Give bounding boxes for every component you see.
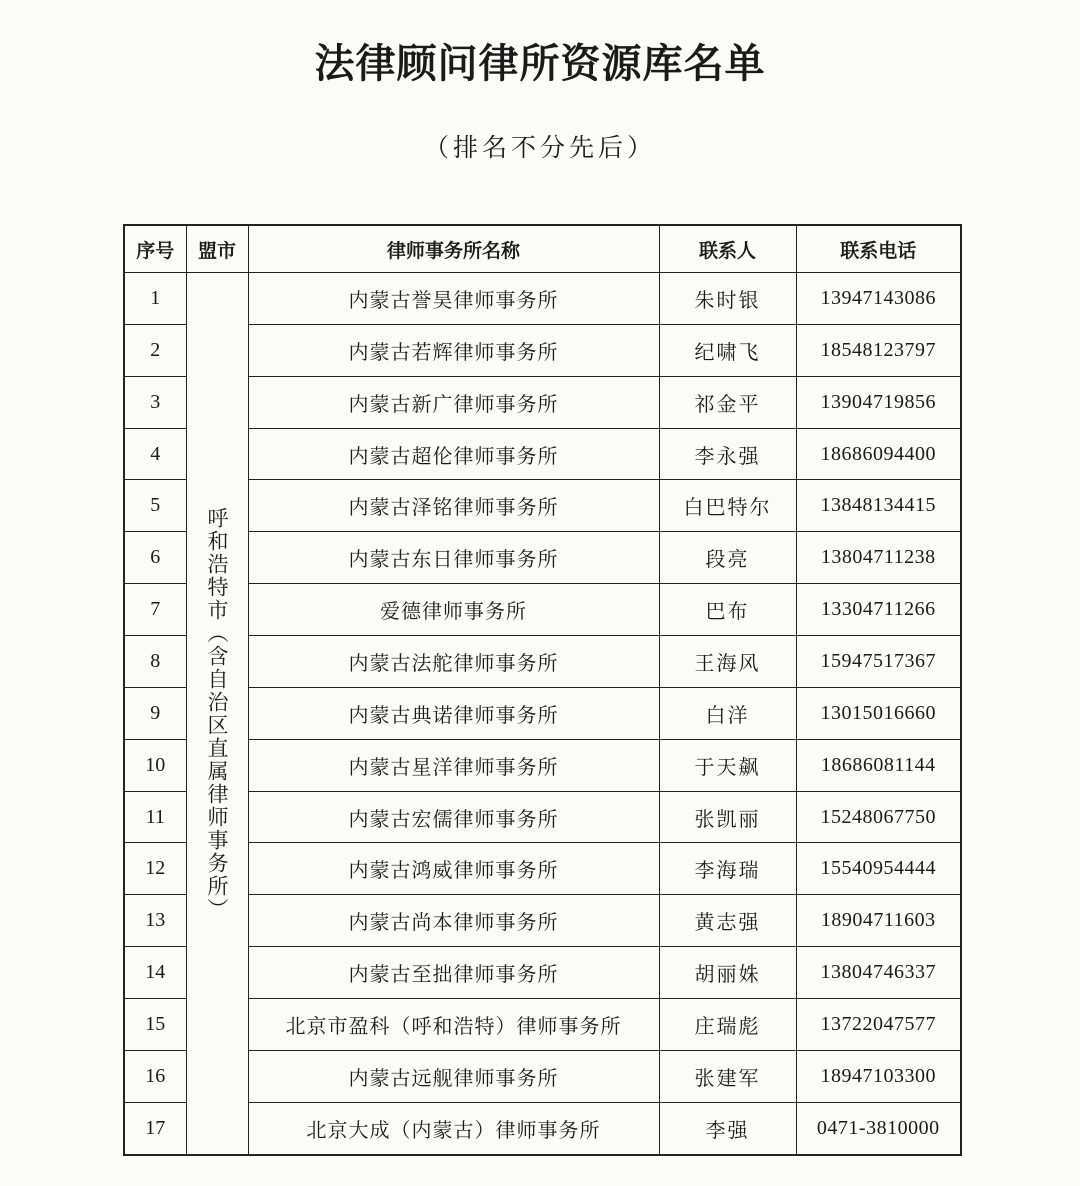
contact-phone: 18548123797 <box>796 324 961 376</box>
table-row <box>124 999 961 1051</box>
firm-name: 内蒙古超伦律师事务所 <box>248 428 659 480</box>
table-row <box>124 480 961 532</box>
contact-person: 朱时银 <box>659 273 796 325</box>
table-row <box>124 636 961 688</box>
contact-person: 白洋 <box>659 687 796 739</box>
contact-phone: 13804711238 <box>796 532 961 584</box>
row-index: 4 <box>124 428 186 480</box>
row-index: 16 <box>124 1050 186 1102</box>
page-title: 法律顾问律所资源库名单 <box>314 41 766 87</box>
contact-person: 胡丽姝 <box>659 947 796 999</box>
law-firm-table <box>123 224 962 1156</box>
firm-name: 内蒙古若辉律师事务所 <box>248 324 659 376</box>
firm-name: 内蒙古星洋律师事务所 <box>248 739 659 791</box>
table-row <box>124 1102 961 1155</box>
table-row <box>124 273 961 325</box>
firm-name: 内蒙古典诺律师事务所 <box>248 687 659 739</box>
table-row <box>124 584 961 636</box>
header-index: 序号 <box>124 225 186 273</box>
contact-phone: 13947143086 <box>796 273 961 325</box>
contact-person: 张建军 <box>659 1050 796 1102</box>
contact-person: 黄志强 <box>659 895 796 947</box>
table-row <box>124 739 961 791</box>
page-subtitle: （排名不分先后） <box>423 133 656 162</box>
contact-person: 白巴特尔 <box>659 480 796 532</box>
firm-name: 内蒙古尚本律师事务所 <box>248 895 659 947</box>
firm-name: 内蒙古至拙律师事务所 <box>248 947 659 999</box>
row-index: 11 <box>124 791 186 843</box>
row-index: 8 <box>124 636 186 688</box>
contact-phone: 18686094400 <box>796 428 961 480</box>
contact-person: 纪啸飞 <box>659 324 796 376</box>
contact-phone: 13804746337 <box>796 947 961 999</box>
contact-person: 张凯丽 <box>659 791 796 843</box>
contact-person: 李海瑞 <box>659 843 796 895</box>
firm-name: 内蒙古新广律师事务所 <box>248 376 659 428</box>
table-row <box>124 1050 961 1102</box>
table-row <box>124 376 961 428</box>
contact-phone: 15540954444 <box>796 843 961 895</box>
row-index: 12 <box>124 843 186 895</box>
table-body <box>124 273 961 1156</box>
row-index: 10 <box>124 739 186 791</box>
contact-person: 祁金平 <box>659 376 796 428</box>
contact-phone: 18686081144 <box>796 739 961 791</box>
row-index: 15 <box>124 999 186 1051</box>
firm-name: 内蒙古誉昊律师事务所 <box>248 273 659 325</box>
firm-name: 北京市盈科（呼和浩特）律师事务所 <box>248 999 659 1051</box>
contact-person: 庄瑞彪 <box>659 999 796 1051</box>
contact-phone: 0471-3810000 <box>796 1102 961 1155</box>
table-row <box>124 687 961 739</box>
contact-person: 于天飙 <box>659 739 796 791</box>
table-row <box>124 324 961 376</box>
contact-phone: 13848134415 <box>796 480 961 532</box>
row-index: 6 <box>124 532 186 584</box>
table-header-row <box>124 225 961 273</box>
contact-person: 李强 <box>659 1102 796 1155</box>
firm-name: 内蒙古远舰律师事务所 <box>248 1050 659 1102</box>
contact-person: 王海风 <box>659 636 796 688</box>
row-index: 2 <box>124 324 186 376</box>
contact-phone: 13015016660 <box>796 687 961 739</box>
contact-phone: 13904719856 <box>796 376 961 428</box>
contact-phone: 13722047577 <box>796 999 961 1051</box>
city-group-label: 呼和浩特市（含自治区直属律师事务所） <box>205 506 229 921</box>
city-group-cell <box>186 273 248 1156</box>
table-row <box>124 895 961 947</box>
contact-phone: 13304711266 <box>796 584 961 636</box>
table-row <box>124 843 961 895</box>
row-index: 13 <box>124 895 186 947</box>
table-row <box>124 947 961 999</box>
header-phone: 联系电话 <box>796 225 961 273</box>
contact-phone: 15947517367 <box>796 636 961 688</box>
header-city: 盟市 <box>186 225 248 273</box>
header-firm: 律师事务所名称 <box>248 225 659 273</box>
row-index: 5 <box>124 480 186 532</box>
firm-name: 内蒙古东日律师事务所 <box>248 532 659 584</box>
row-index: 3 <box>124 376 186 428</box>
firm-name: 内蒙古法舵律师事务所 <box>248 636 659 688</box>
row-index: 7 <box>124 584 186 636</box>
row-index: 9 <box>124 687 186 739</box>
contact-person: 段亮 <box>659 532 796 584</box>
row-index: 1 <box>124 273 186 325</box>
contact-phone: 15248067750 <box>796 791 961 843</box>
table-row <box>124 791 961 843</box>
row-index: 14 <box>124 947 186 999</box>
contact-phone: 18904711603 <box>796 895 961 947</box>
contact-person: 李永强 <box>659 428 796 480</box>
contact-phone: 18947103300 <box>796 1050 961 1102</box>
firm-name: 内蒙古鸿威律师事务所 <box>248 843 659 895</box>
firm-name: 爱德律师事务所 <box>248 584 659 636</box>
contact-person: 巴布 <box>659 584 796 636</box>
row-index: 17 <box>124 1102 186 1155</box>
firm-name: 北京大成（内蒙古）律师事务所 <box>248 1102 659 1155</box>
header-contact: 联系人 <box>659 225 796 273</box>
firm-name: 内蒙古宏儒律师事务所 <box>248 791 659 843</box>
table-row <box>124 428 961 480</box>
firm-name: 内蒙古泽铭律师事务所 <box>248 480 659 532</box>
table-row <box>124 532 961 584</box>
